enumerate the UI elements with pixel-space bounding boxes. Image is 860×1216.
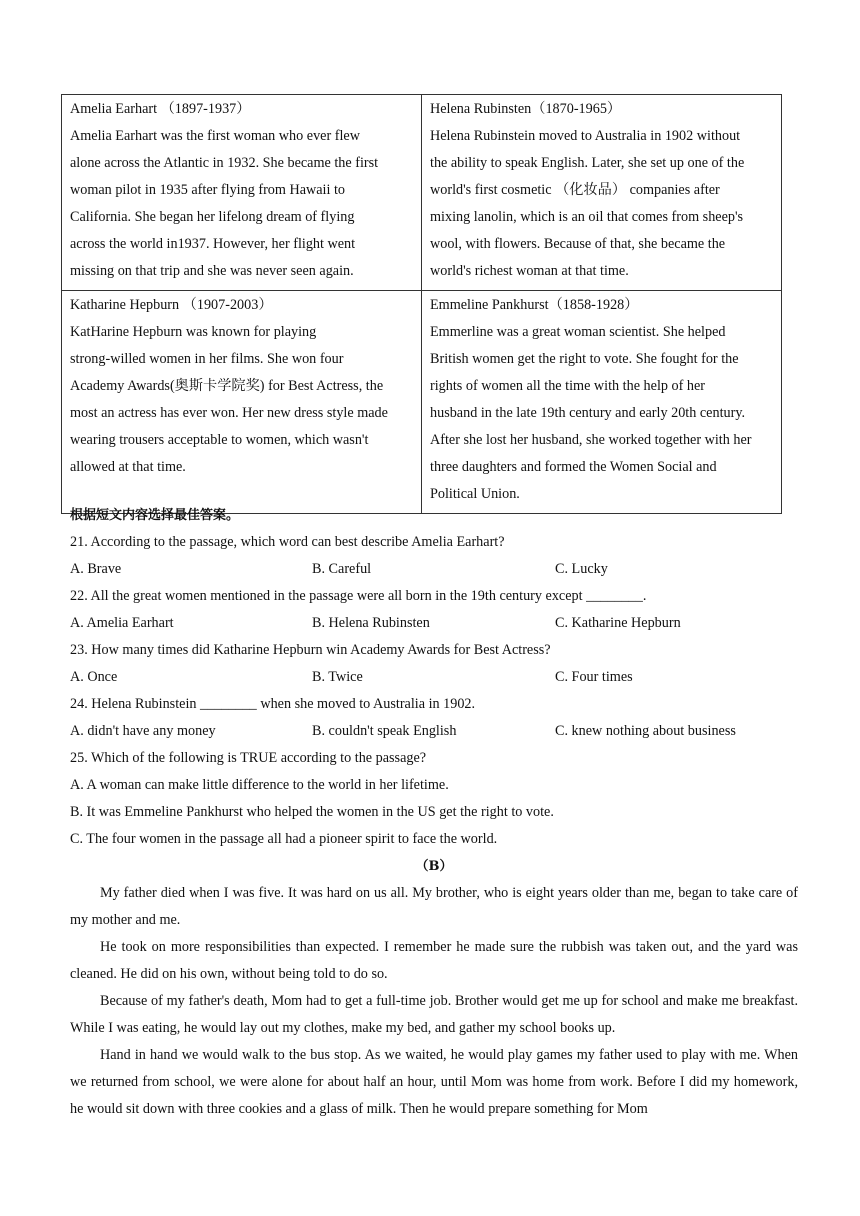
- cell-line: wool, with flowers. Because of that, she became the: [430, 236, 726, 252]
- option-a: A. Once: [70, 669, 118, 685]
- passage-paragraph: Hand in hand we would walk to the bus stop. As we waited, he would play games my father used to play with me. When we returned from school, we were alone for about half an hour, until Mom was home from work. Before I did my homework, he would sit down with three cookies and a glass of milk. Then he would prepare something for Mom: [70, 1047, 798, 1117]
- question-21-options: [70, 556, 798, 583]
- option-b: B. It was Emmeline Pankhurst who helped the women in the US get the right to vote.: [70, 804, 554, 820]
- cell-line: Amelia Earhart was the first woman who ever flew: [70, 128, 360, 144]
- question-22-stem: 22. All the great women mentioned in the passage were all born in the 19th century except ________.: [70, 588, 647, 604]
- cell-line: world's first cosmetic （化妆品） companies after: [430, 182, 720, 198]
- passage-paragraph: Because of my father's death, Mom had to get a full-time job. Brother would get me up for school and make me breakfast. While I was eating, he would lay out my clothes, make my bed, and gather my school books up.: [70, 993, 798, 1036]
- instruction-heading: 根据短文内容选择最佳答案。: [70, 508, 240, 523]
- option-b: B. Careful: [312, 561, 372, 577]
- option-c: C. Lucky: [555, 561, 608, 577]
- table-row: [62, 291, 782, 514]
- passage-paragraph: My father died when I was five. It was hard on us all. My brother, who is eight years older than me, began to take care of my mother and me.: [70, 885, 798, 928]
- option-a: A. Brave: [70, 561, 122, 577]
- cell-line: mixing lanolin, which is an oil that comes from sheep's: [430, 209, 744, 225]
- cell-line: most an actress has ever won. Her new dress style made: [70, 405, 388, 421]
- cell-line: strong-willed women in her films. She won four: [70, 351, 344, 367]
- option-a: A. didn't have any money: [70, 723, 216, 739]
- questions-section: [70, 502, 798, 1123]
- cell-line: Political Union.: [430, 486, 520, 502]
- question-22-options: [70, 610, 798, 637]
- cell-line: wearing trousers acceptable to women, which wasn't: [70, 432, 369, 448]
- question-24-stem: 24. Helena Rubinstein ________ when she moved to Australia in 1902.: [70, 696, 476, 712]
- option-b: B. couldn't speak English: [312, 723, 457, 739]
- option-c: C. The four women in the passage all had a pioneer spirit to face the world.: [70, 831, 498, 847]
- passage-paragraph: He took on more responsibilities than expected. I remember he made sure the rubbish was taken out, and the yard was cleaned. He did on his own, without being told to do so.: [70, 939, 798, 982]
- question-21-stem: 21. According to the passage, which word can best describe Amelia Earhart?: [70, 534, 505, 550]
- question-23-options: [70, 664, 798, 691]
- cell-line: After she lost her husband, she worked together with her: [430, 432, 752, 448]
- option-b: B. Twice: [312, 669, 363, 685]
- cell-line: Academy Awards(奥斯卡学院奖) for Best Actress, the: [70, 378, 384, 394]
- option-a: A. Amelia Earhart: [70, 615, 174, 631]
- cell-line: rights of women all the time with the help of her: [430, 378, 706, 394]
- cell-line: KatHarine Hepburn was known for playing: [70, 324, 317, 340]
- cell-line: allowed at that time.: [70, 459, 186, 475]
- option-c: C. knew nothing about business: [555, 723, 736, 739]
- section-b-label: （B）: [415, 859, 453, 874]
- table-cell-katharine-hepburn: [62, 291, 422, 514]
- cell-line: missing on that trip and she was never seen again.: [70, 263, 354, 279]
- cell-line: the ability to speak English. Later, she set up one of the: [430, 155, 745, 171]
- table-cell-helena-rubinstein: [422, 95, 782, 291]
- cell-line: world's richest woman at that time.: [430, 263, 629, 279]
- cell-line: alone across the Atlantic in 1932. She became the first: [70, 155, 379, 171]
- option-b: B. Helena Rubinsten: [312, 615, 430, 631]
- table-row: [62, 95, 782, 291]
- cell-name-line: Katharine Hepburn （1907-2003）: [70, 297, 273, 313]
- biography-table: [61, 94, 782, 514]
- question-23-stem: 23. How many times did Katharine Hepburn win Academy Awards for Best Actress?: [70, 642, 551, 658]
- cell-line: California. She began her lifelong dream of flying: [70, 209, 355, 225]
- table-cell-emmeline-pankhurst: [422, 291, 782, 514]
- option-c: C. Four times: [555, 669, 633, 685]
- cell-line: Helena Rubinstein moved to Australia in 1902 without: [430, 128, 741, 144]
- cell-line: three daughters and formed the Women Social and: [430, 459, 717, 475]
- cell-name-line: Helena Rubinsten（1870-1965）: [430, 101, 622, 117]
- cell-line: across the world in1937. However, her flight went: [70, 236, 356, 252]
- cell-name-line: Amelia Earhart （1897-1937）: [70, 101, 251, 117]
- option-a: A. A woman can make little difference to the world in her lifetime.: [70, 777, 449, 793]
- question-25-stem: 25. Which of the following is TRUE according to the passage?: [70, 750, 427, 766]
- question-24-options: [70, 718, 798, 745]
- cell-line: woman pilot in 1935 after flying from Hawaii to: [70, 182, 346, 198]
- cell-line: Emmerline was a great woman scientist. She helped: [430, 324, 726, 340]
- cell-line: British women get the right to vote. She fought for the: [430, 351, 739, 367]
- option-c: C. Katharine Hepburn: [555, 615, 681, 631]
- table-cell-amelia-earhart: [62, 95, 422, 291]
- cell-name-line: Emmeline Pankhurst（1858-1928）: [430, 297, 639, 313]
- cell-line: husband in the late 19th century and early 20th century.: [430, 405, 746, 421]
